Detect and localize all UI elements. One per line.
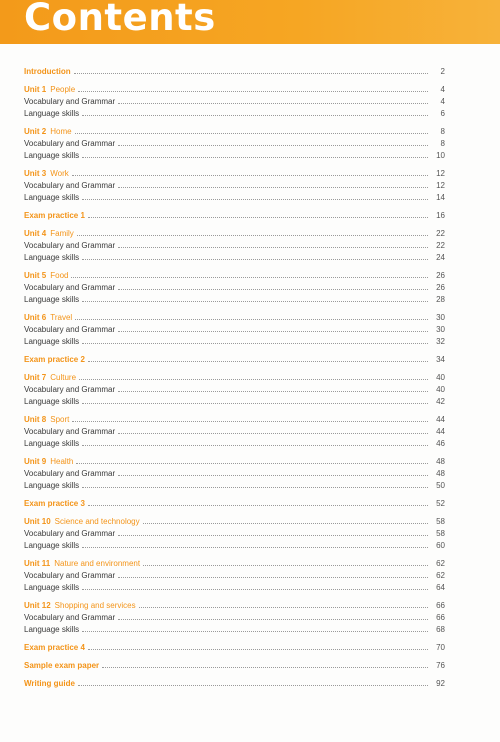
toc-page-number: 46 [436, 439, 445, 448]
toc-unit-heading[interactable] [24, 84, 445, 96]
unit-number: Unit 10 [24, 517, 51, 526]
toc-subentry[interactable] [24, 468, 445, 480]
toc-unit-heading[interactable] [24, 558, 445, 570]
toc-group [24, 414, 445, 450]
toc-group [24, 126, 445, 162]
toc-group [24, 210, 445, 222]
toc-page-number: 16 [436, 211, 445, 220]
toc-page-number: 6 [440, 109, 445, 118]
toc-page-number: 28 [436, 295, 445, 304]
toc-entry[interactable] [24, 354, 445, 366]
dot-leader [118, 96, 428, 104]
toc-page-number: 50 [436, 481, 445, 490]
unit-topic: Travel [50, 313, 73, 322]
toc-subentry-label: Language skills [24, 253, 80, 262]
toc-page-number: 26 [436, 283, 445, 292]
toc-subentry[interactable] [24, 282, 445, 294]
dot-leader [118, 240, 428, 248]
dot-leader [77, 228, 428, 236]
unit-topic: Home [50, 127, 72, 136]
toc-subentry-label: Vocabulary and Grammar [24, 613, 116, 622]
toc-subentry[interactable] [24, 192, 445, 204]
toc-group [24, 168, 445, 204]
toc-unit-heading[interactable] [24, 516, 445, 528]
toc-group [24, 372, 445, 408]
toc-page-number: 12 [436, 169, 445, 178]
dot-leader [82, 480, 428, 488]
toc-entry-label: Exam practice 3 [24, 499, 85, 508]
dot-leader [118, 324, 428, 332]
unit-number: Unit 12 [24, 601, 51, 610]
dot-leader [118, 570, 428, 578]
page-title: Contents [24, 0, 216, 39]
toc-entry-label: Sample exam paper [24, 661, 100, 670]
toc-subentry-label: Language skills [24, 109, 80, 118]
toc-subentry[interactable] [24, 480, 445, 492]
toc-page-number: 8 [440, 127, 445, 136]
header-banner [0, 0, 500, 44]
toc-subentry-label: Vocabulary and Grammar [24, 469, 116, 478]
toc-subentry[interactable] [24, 426, 445, 438]
toc-entry[interactable] [24, 210, 445, 222]
toc-unit-heading[interactable] [24, 126, 445, 138]
toc-page-number: 40 [436, 385, 445, 394]
dot-leader [118, 426, 428, 434]
dot-leader [82, 396, 428, 404]
dot-leader [118, 612, 428, 620]
toc-subentry-label: Vocabulary and Grammar [24, 283, 116, 292]
unit-number: Unit 4 [24, 229, 47, 238]
toc-subentry-label: Vocabulary and Grammar [24, 427, 116, 436]
dot-leader [71, 270, 428, 278]
toc-subentry[interactable] [24, 336, 445, 348]
toc-subentry[interactable] [24, 96, 445, 108]
dot-leader [88, 210, 428, 218]
dot-leader [88, 498, 428, 506]
toc-entry-label: Exam practice 4 [24, 643, 85, 652]
dot-leader [143, 558, 428, 566]
toc-page-number: 66 [436, 613, 445, 622]
dot-leader [118, 468, 428, 476]
unit-number: Unit 7 [24, 373, 47, 382]
unit-number: Unit 5 [24, 271, 47, 280]
toc-page-number: 32 [436, 337, 445, 346]
toc-group [24, 228, 445, 264]
toc-subentry[interactable] [24, 252, 445, 264]
toc-subentry-label: Vocabulary and Grammar [24, 97, 116, 106]
toc-subentry[interactable] [24, 324, 445, 336]
toc-subentry[interactable] [24, 438, 445, 450]
unit-topic: People [50, 85, 76, 94]
toc-page-number: 62 [436, 571, 445, 580]
toc-subentry[interactable] [24, 180, 445, 192]
toc-unit-heading[interactable] [24, 372, 445, 384]
toc-page-number: 14 [436, 193, 445, 202]
dot-leader [72, 168, 428, 176]
toc-page-number: 22 [436, 241, 445, 250]
toc-page-number: 66 [436, 601, 445, 610]
toc-group [24, 660, 445, 672]
toc-subentry-label: Vocabulary and Grammar [24, 139, 116, 148]
dot-leader [88, 642, 428, 650]
toc-page-number: 76 [436, 661, 445, 670]
toc-entry-label: Writing guide [24, 679, 75, 688]
unit-number: Unit 11 [24, 559, 51, 568]
toc-entry[interactable] [24, 66, 445, 78]
dot-leader [118, 384, 428, 392]
dot-leader [72, 414, 428, 422]
toc-page-number: 92 [436, 679, 445, 688]
toc-subentry[interactable] [24, 240, 445, 252]
toc-page-number: 68 [436, 625, 445, 634]
toc-subentry[interactable] [24, 624, 445, 636]
toc-page-number: 4 [440, 85, 445, 94]
toc-subentry-label: Language skills [24, 337, 80, 346]
dot-leader [139, 600, 428, 608]
unit-topic: Food [50, 271, 69, 280]
toc-subentry-label: Vocabulary and Grammar [24, 181, 116, 190]
toc-group [24, 678, 445, 690]
toc-subentry-label: Language skills [24, 397, 80, 406]
toc-subentry-label: Language skills [24, 625, 80, 634]
toc-group [24, 270, 445, 306]
toc-page-number: 30 [436, 325, 445, 334]
toc-group [24, 354, 445, 366]
toc-subentry-label: Language skills [24, 481, 80, 490]
toc-entry-label: Exam practice 2 [24, 355, 85, 364]
toc-group [24, 516, 445, 552]
unit-number: Unit 9 [24, 457, 47, 466]
toc-subentry[interactable] [24, 108, 445, 120]
toc-entry[interactable] [24, 498, 445, 510]
toc-subentry-label: Vocabulary and Grammar [24, 325, 116, 334]
toc-subentry-label: Vocabulary and Grammar [24, 385, 116, 394]
toc-page-number: 70 [436, 643, 445, 652]
dot-leader [102, 660, 428, 668]
toc-page-number: 24 [436, 253, 445, 262]
toc-subentry[interactable] [24, 384, 445, 396]
toc-entry-label: Introduction [24, 67, 71, 76]
toc-subentry-label: Vocabulary and Grammar [24, 529, 116, 538]
toc-unit-heading[interactable] [24, 312, 445, 324]
toc-group [24, 642, 445, 654]
toc-subentry[interactable] [24, 138, 445, 150]
unit-topic: Science and technology [54, 517, 140, 526]
toc-subentry-label: Vocabulary and Grammar [24, 241, 116, 250]
dot-leader [76, 456, 428, 464]
toc-page-number: 48 [436, 469, 445, 478]
toc-page-number: 4 [440, 97, 445, 106]
toc-group [24, 558, 445, 594]
toc-group [24, 498, 445, 510]
dot-leader [78, 84, 428, 92]
toc-unit-heading[interactable] [24, 414, 445, 426]
dot-leader [118, 180, 428, 188]
toc-subentry[interactable] [24, 582, 445, 594]
toc-subentry-label: Language skills [24, 295, 80, 304]
unit-number: Unit 8 [24, 415, 47, 424]
toc-entry[interactable] [24, 678, 445, 690]
toc-page-number: 30 [436, 313, 445, 322]
toc-page-number: 8 [440, 139, 445, 148]
dot-leader [82, 252, 428, 260]
toc-subentry-label: Language skills [24, 583, 80, 592]
dot-leader [118, 282, 428, 290]
dot-leader [82, 624, 428, 632]
toc-subentry-label: Language skills [24, 541, 80, 550]
dot-leader [82, 294, 428, 302]
toc-subentry[interactable] [24, 150, 445, 162]
dot-leader [75, 126, 428, 134]
unit-number: Unit 1 [24, 85, 47, 94]
dot-leader [88, 354, 428, 362]
toc-page-number: 52 [436, 499, 445, 508]
toc-page-number: 58 [436, 517, 445, 526]
unit-topic: Family [50, 229, 74, 238]
toc-entry[interactable] [24, 660, 445, 672]
dot-leader [82, 438, 428, 446]
toc-subentry-label: Language skills [24, 439, 80, 448]
toc-subentry[interactable] [24, 612, 445, 624]
toc-subentry[interactable] [24, 570, 445, 582]
dot-leader [143, 516, 428, 524]
table-of-contents [24, 66, 445, 696]
toc-subentry[interactable] [24, 396, 445, 408]
toc-group [24, 456, 445, 492]
dot-leader [82, 192, 428, 200]
toc-subentry[interactable] [24, 540, 445, 552]
dot-leader [78, 678, 428, 686]
toc-group [24, 600, 445, 636]
dot-leader [82, 336, 428, 344]
toc-subentry-label: Language skills [24, 193, 80, 202]
toc-unit-heading[interactable] [24, 600, 445, 612]
dot-leader [82, 108, 428, 116]
dot-leader [82, 582, 428, 590]
toc-page-number: 44 [436, 415, 445, 424]
toc-page-number: 48 [436, 457, 445, 466]
toc-unit-heading[interactable] [24, 168, 445, 180]
toc-page-number: 26 [436, 271, 445, 280]
toc-subentry-label: Vocabulary and Grammar [24, 571, 116, 580]
toc-entry[interactable] [24, 642, 445, 654]
toc-page-number: 64 [436, 583, 445, 592]
toc-page-number: 34 [436, 355, 445, 364]
toc-subentry[interactable] [24, 528, 445, 540]
dot-leader [75, 312, 428, 320]
toc-unit-heading[interactable] [24, 270, 445, 282]
toc-page-number: 22 [436, 229, 445, 238]
unit-topic: Health [50, 457, 74, 466]
toc-page-number: 42 [436, 397, 445, 406]
toc-page-number: 62 [436, 559, 445, 568]
unit-number: Unit 6 [24, 313, 47, 322]
unit-topic: Nature and environment [54, 559, 141, 568]
dot-leader [82, 150, 428, 158]
toc-page-number: 58 [436, 529, 445, 538]
toc-subentry[interactable] [24, 294, 445, 306]
toc-group [24, 84, 445, 120]
toc-entry-label: Exam practice 1 [24, 211, 85, 220]
unit-topic: Shopping and services [54, 601, 136, 610]
toc-subentry-label: Language skills [24, 151, 80, 160]
toc-page-number: 44 [436, 427, 445, 436]
unit-topic: Work [50, 169, 69, 178]
toc-unit-heading[interactable] [24, 228, 445, 240]
toc-group [24, 312, 445, 348]
unit-topic: Culture [50, 373, 77, 382]
unit-number: Unit 2 [24, 127, 47, 136]
toc-page-number: 40 [436, 373, 445, 382]
toc-page-number: 12 [436, 181, 445, 190]
dot-leader [118, 528, 428, 536]
dot-leader [79, 372, 428, 380]
toc-page-number: 60 [436, 541, 445, 550]
toc-page-number: 10 [436, 151, 445, 160]
unit-number: Unit 3 [24, 169, 47, 178]
toc-unit-heading[interactable] [24, 456, 445, 468]
dot-leader [118, 138, 428, 146]
toc-group [24, 66, 445, 78]
unit-topic: Sport [50, 415, 70, 424]
toc-page-number: 2 [440, 67, 445, 76]
dot-leader [82, 540, 428, 548]
dot-leader [74, 66, 428, 74]
